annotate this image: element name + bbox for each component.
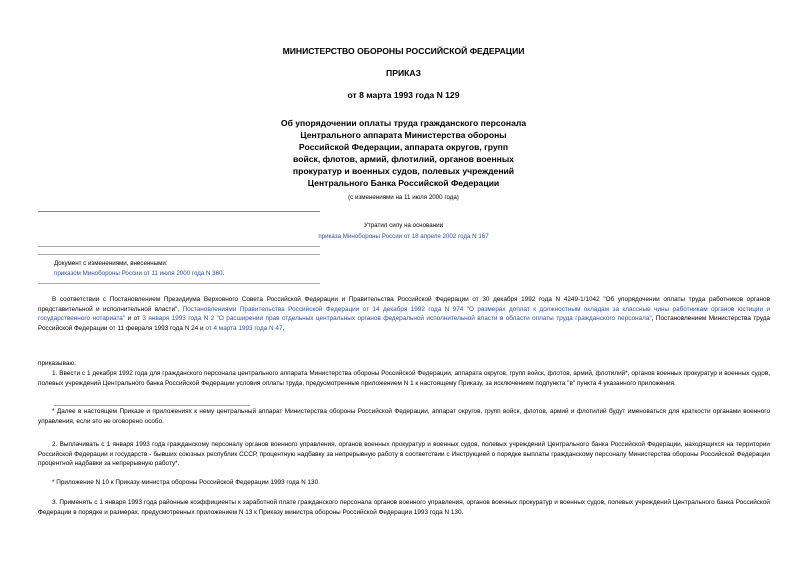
footnote-1: [38, 407, 770, 426]
preamble-text: , Постановлением Министерства труда Российской Федерации от 11 февраля 1993 года N 24 и: [38, 315, 770, 332]
footnote-1-text: * Далее в настоящем Приказе и приложениях к нему центральный аппарат Министерства обороны Российской Федерации, аппарат округов, групп войск, флотов, армий и флотилий будут именоваться для краткости органами военного управления, если это не оговорено особо.: [38, 408, 770, 425]
footnote-separator: [54, 405, 250, 406]
title-line: войск, флотов, армий, флотилий, органов военных: [293, 154, 514, 165]
changes-link[interactable]: приказом Минобороны России от 11 июля 2000 года N 360: [54, 270, 223, 277]
footnote-2-text: * Приложение N 10 к Приказу министра обороны Российской Федерации 1993 года N 130.: [52, 479, 320, 486]
order-word: приказываю:: [38, 360, 76, 367]
ministry-heading: МИНИСТЕРСТВО ОБОРОНЫ РОССИЙСКОЙ ФЕДЕРАЦИИ: [282, 46, 525, 56]
doc-type-heading: ПРИКАЗ: [386, 68, 421, 78]
changes-box-bottom-rule: [38, 283, 320, 284]
title-line: Об упорядочении оплаты труда гражданского персонала: [280, 118, 527, 128]
divider-line: [38, 211, 320, 212]
paragraph-3: [38, 498, 770, 517]
resolution-47-link[interactable]: от 4 марта 1993 года N 47: [205, 324, 283, 332]
preamble-text: и от: [125, 315, 143, 322]
footnote-2: [38, 478, 770, 488]
document-title: [0, 117, 807, 190]
changes-box-top-rule: [38, 246, 320, 247]
preamble-text: ,: [282, 324, 285, 332]
resolution-974-link[interactable]: Постановлениями Правительства Российской Федерации от 14 декабря 1992 года N 974 "О размерах доплат к должностным окладам за классные чины работникам органов юстиции и государственного нотариата": [38, 305, 771, 322]
repeal-link[interactable]: приказа Минобороны России от 18 апреля 2002 года N 167: [318, 233, 489, 240]
paragraph-1: [38, 369, 770, 388]
changes-box-rule: [38, 254, 320, 255]
paragraph-1-text: 1. Ввести с 1 декабря 1992 года для гражданского персонала центрального аппарата Министерства обороны Российской Федерации, аппарата округов, групп войск, флотов, армий, флотилий*, органов военных прокуратур и военных судов, полевых учреждений Центрального банка Российской Федерации условия оплаты труда, предусмотренные приложением N 1 к настоящему Приказу, за исключением подпункта "в" пункта 4 указанного приложения.: [38, 370, 770, 387]
title-line: Центрального Банка Российской Федерации: [307, 178, 500, 189]
preamble-text: В соответствии с Постановлением Президиума Верховного Совета Российской Федерации и Правительства Российской Федерации от 30 декабря 1992 года N 4249-1/1042 "Об упорядочении оплаты труда работников органов представительной и исполнительной власти",: [38, 296, 770, 313]
changes-label: Документ с изменениями, внесенными:: [54, 260, 168, 267]
preamble-paragraph: [38, 295, 770, 333]
amendment-note: (с изменениями на 11 июля 2000 года): [348, 194, 459, 201]
paragraph-3-text: 3. Применять с 1 января 1993 года районные коэффициенты к заработной плате гражданского персонала органов военного управления, органов военных прокуратур и военных судов, полевых учреждений Центрального банка Российской Федерации в порядке и размерах, предусмотренных приложением N 13 к Приказу министра обороны Российской Федерации 1993 года N 130.: [38, 499, 770, 516]
resolution-2-link[interactable]: 3 января 1993 года N 2 "О расширении прав отдельных центральных органов федеральной исполнительной власти в области оплаты труда гражданского персонала": [142, 315, 652, 322]
title-line: Российской Федерации, аппарата округов, групп: [298, 142, 509, 153]
date-number-heading: от 8 марта 1993 года N 129: [347, 90, 460, 100]
repeal-notice: Утратил силу на основании: [363, 222, 444, 229]
title-line: Центрального аппарата Министерства обороны: [300, 130, 507, 141]
title-line: прокуратур и военных судов, полевых учреждений: [292, 166, 515, 177]
changes-link-line: приказом Минобороны России от 11 июля 2000 года N 360.: [54, 270, 225, 277]
paragraph-2: [38, 440, 770, 469]
paragraph-2-text: 2. Выплачивать с 1 января 1993 года гражданскому персоналу органов военного управления, органов военных прокуратур и военных судов, полевых учреждений Центрального банка Российской Федерации, находящихся на территории Российской Федерации и государств - бывших союзных республик СССР, процентную надбавку за непрерывную работу в соответствии с Инструкцией о порядке выплаты гражданскому персоналу Министерства обороны Российской Федерации процентной надбавки за непрерывную работу*.: [38, 441, 770, 467]
